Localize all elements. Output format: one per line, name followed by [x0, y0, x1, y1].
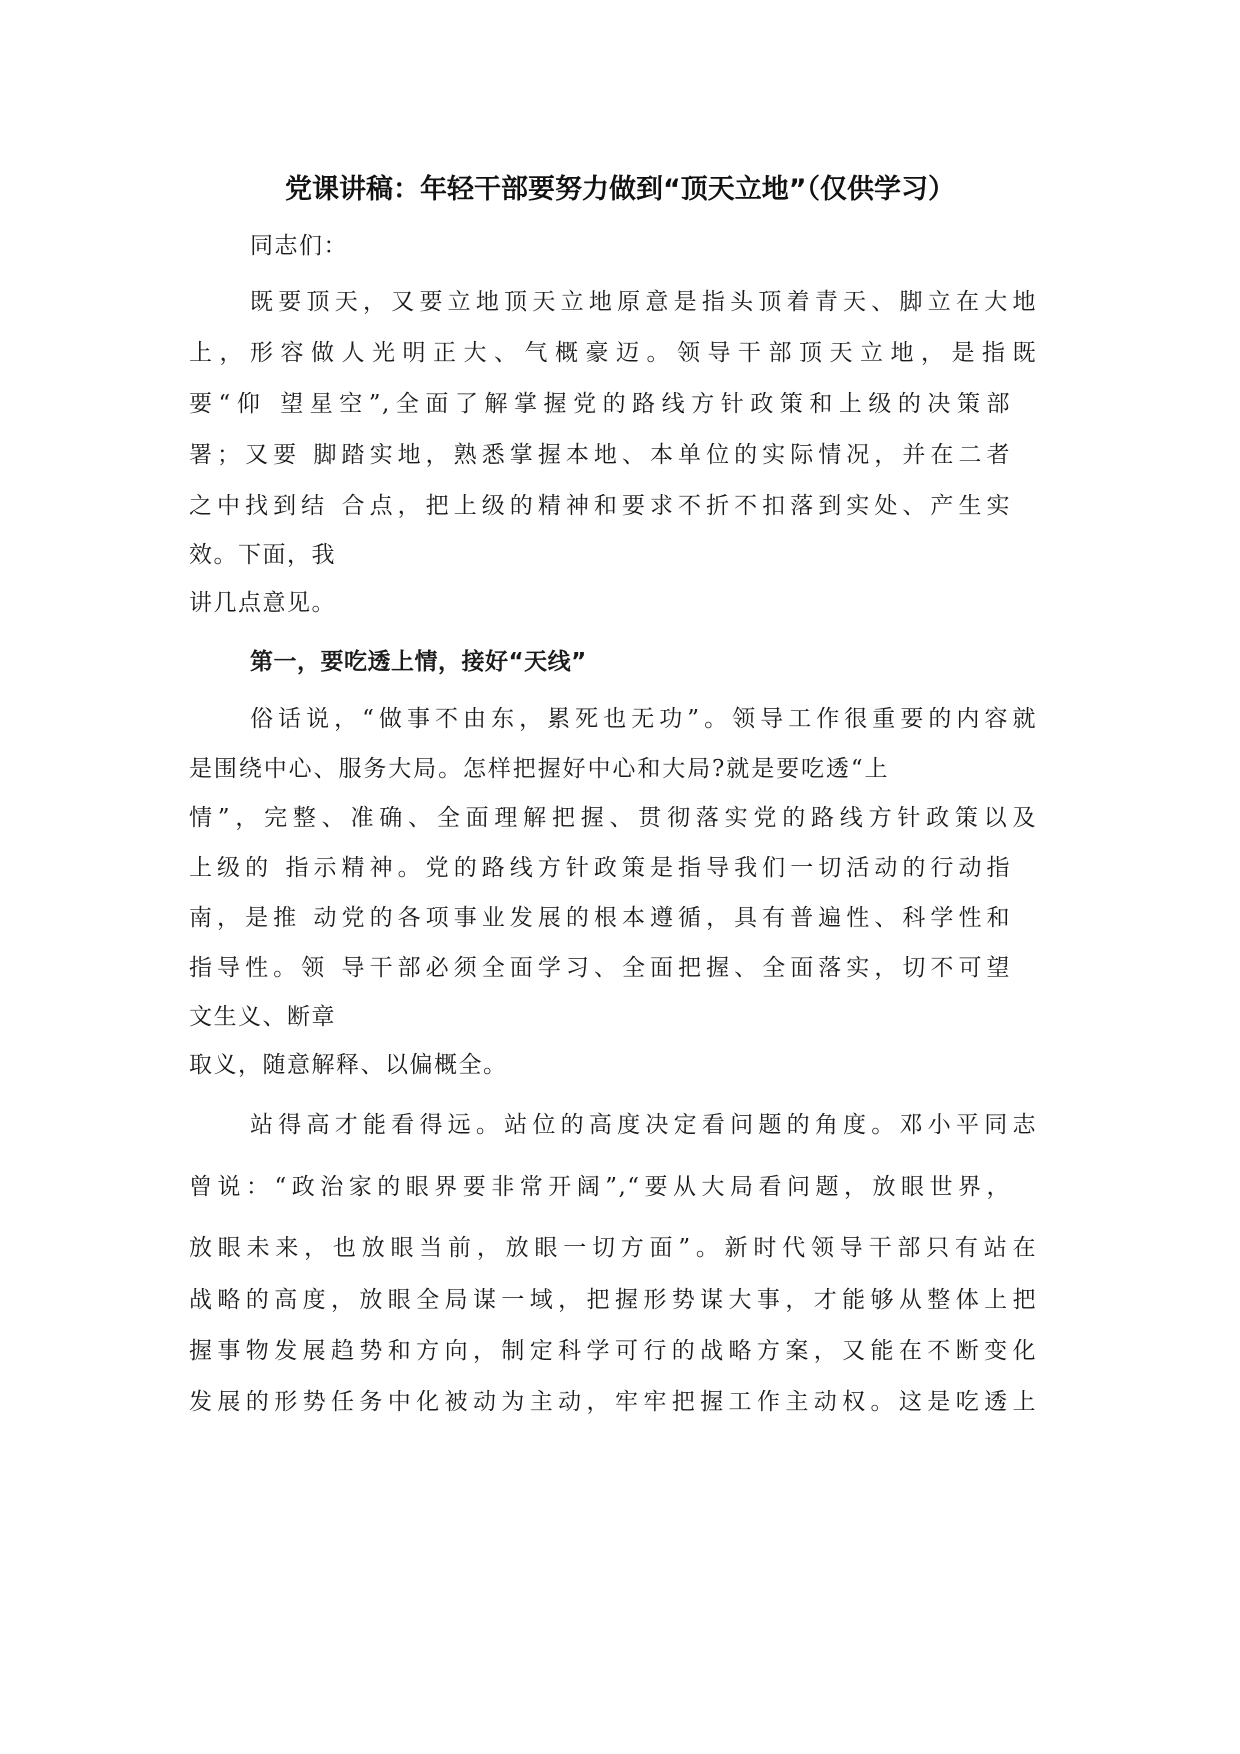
paragraph-line: 放眼未来，也放眼当前，放眼一切方面”。新时代领导干部只有站在 — [189, 1235, 1037, 1261]
intro-line: 既要顶天，又要立地顶天立地原意是指头顶着青天、脚立在大地 — [250, 289, 1037, 315]
paragraph-line: 上级的 指示精神。党的路线方针政策是指导我们一切活动的行动指 — [189, 855, 1011, 881]
paragraph-line: 俗话说，“做事不由东，累死也无功”。领导工作很重要的内容就 — [250, 706, 1037, 732]
paragraph-line: 握事物发展趋势和方向，制定科学可行的战略方案，又能在不断变化 — [189, 1338, 1037, 1364]
section-heading: 第一，要吃透上情，接好“天线” — [250, 649, 587, 675]
paragraph-line: 情”，完整、准确、全面理解把握、贯彻落实党的路线方针政策以及 — [189, 805, 1037, 831]
paragraph-line: 南，是推 动党的各项事业发展的根本遵循，具有普遍性、科学性和 — [189, 905, 1011, 931]
paragraph-line: 文生义、断章 — [189, 1004, 336, 1030]
paragraph-line: 取义，随意解释、以偏概全。 — [189, 1052, 508, 1078]
intro-line: 上，形容做人光明正大、气概豪迈。领导干部顶天立地，是指既 — [189, 340, 1037, 366]
paragraph-line: 指导性。领 导干部必须全面学习、全面把握、全面落实，切不可望 — [189, 955, 1011, 981]
salutation: 同志们： — [250, 233, 348, 259]
paragraph-line: 是围绕中心、服务大局。怎样把握好中心和大局?就是要吃透“上 — [189, 756, 889, 782]
paragraph-line: 战略的高度，放眼全局谋一域，把握形势谋大事，才能够从整体上把 — [189, 1287, 1037, 1313]
intro-line: 署；又要 脚踏实地，熟悉掌握本地、本单位的实际情况，并在二者 — [189, 442, 1011, 468]
intro-line: 要“仰 望星空”,全面了解掌握党的路线方针政策和上级的决策部 — [189, 391, 1011, 417]
paragraph-line: 发展的形势任务中化被动为主动，牢牢把握工作主动权。这是吃透上 — [189, 1389, 1037, 1415]
document-title: 党课讲稿：年轻干部要努力做到“顶天立地”（仅供学习） — [285, 174, 955, 205]
intro-line: 之中找到结 合点，把上级的精神和要求不折不扣落到实处、产生实 — [189, 493, 1011, 519]
intro-line: 讲几点意见。 — [189, 590, 336, 616]
intro-line: 效。下面，我 — [189, 542, 336, 568]
paragraph-line: 站得高才能看得远。站位的高度决定看问题的角度。邓小平同志 — [250, 1112, 1037, 1138]
paragraph-line: 曾说：“政治家的眼界要非常开阔”,“要从大局看问题，放眼世界， — [189, 1174, 1011, 1200]
